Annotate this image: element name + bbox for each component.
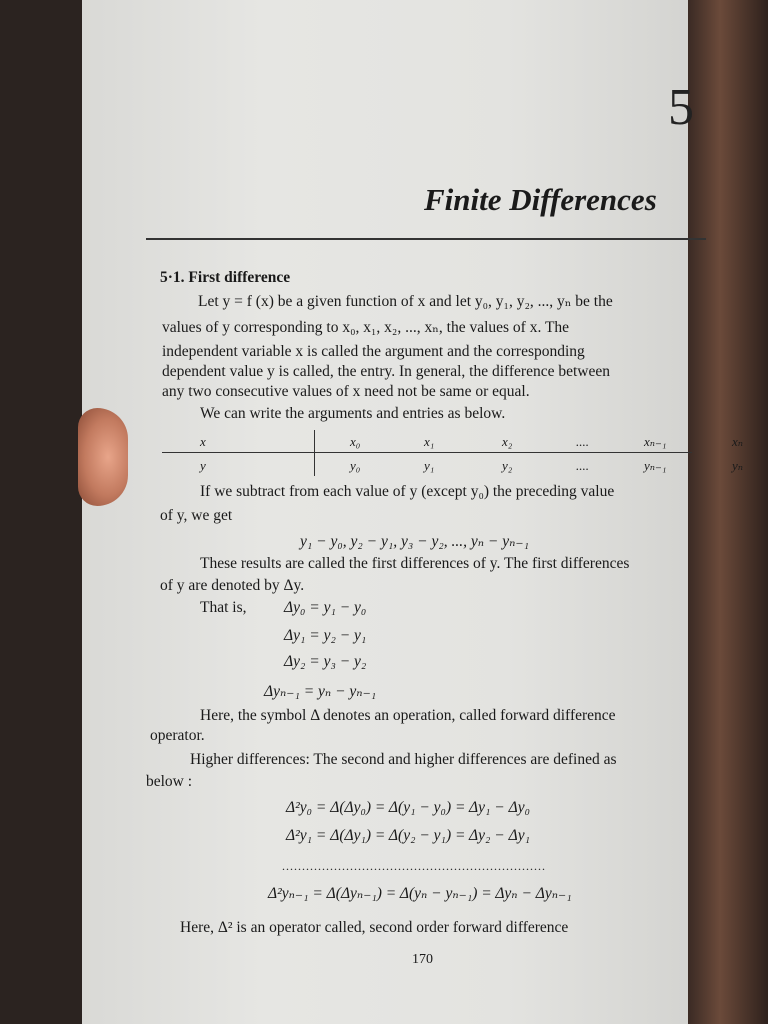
table-cell: xₙ₋₁	[644, 434, 667, 449]
table-divider	[162, 452, 692, 453]
paragraph-line: Here, Δ² is an operator called, second order forward difference	[180, 919, 569, 936]
table-cell: yₙ	[732, 458, 744, 473]
paragraph-line: Here, the symbol Δ denotes an operation, called forward difference	[200, 707, 616, 724]
book-edge	[688, 0, 768, 1024]
equation: Δyₙ₋₁ = yₙ − yₙ₋₁	[264, 683, 377, 700]
paragraph-line: If we subtract from each value of y (except y₀) the preceding value	[200, 483, 615, 500]
title-rule	[146, 238, 706, 240]
chapter-title: Finite Differences	[424, 182, 657, 217]
paragraph-line: Higher differences: The second and higher differences are defined as	[190, 751, 617, 768]
table-cell: xₙ	[732, 434, 744, 449]
table-cell: y₀	[350, 458, 361, 473]
paragraph-line: independent variable x is called the argument and the corresponding	[162, 343, 585, 360]
table-cell: x₁	[424, 434, 435, 449]
equation: Δy₀ = y₁ − y₀	[284, 599, 367, 616]
table-cell: y	[200, 458, 206, 473]
equation: Δ²y₁ = Δ(Δy₁) = Δ(y₂ − y₁) = Δy₂ − Δy₁	[286, 827, 530, 844]
paragraph-line: Let y = f (x) be a given function of x and let y₀, y₁, y₂, ..., yₙ be the	[198, 293, 613, 310]
paragraph-line: any two consecutive values of x need not be same or equal.	[162, 383, 530, 400]
equation: Δ²yₙ₋₁ = Δ(Δyₙ₋₁) = Δ(yₙ − yₙ₋₁) = Δyₙ − Δyₙ₋₁	[268, 885, 572, 902]
paragraph-line: of y, we get	[160, 507, 233, 524]
equation: Δy₂ = y₃ − y₂	[284, 653, 367, 670]
difference-sequence: y₁ − y₀, y₂ − y₁, y₃ − y₂, ..., yₙ − yₙ₋₁	[300, 533, 529, 550]
paragraph-line: We can write the arguments and entries as below.	[200, 405, 506, 422]
table-cell: yₙ₋₁	[644, 458, 667, 473]
book-page	[82, 0, 744, 1024]
paragraph-line: These results are called the first differences of y. The first differences	[200, 555, 630, 572]
section-heading: 5·1. First difference	[160, 269, 291, 286]
table-cell: y₂	[502, 458, 513, 473]
equation: Δy₁ = y₂ − y₁	[284, 627, 367, 644]
table-cell: x	[200, 434, 206, 449]
thumb	[78, 408, 128, 506]
paragraph-line: dependent value y is called, the entry. In general, the difference between	[162, 363, 611, 380]
ellipsis-row: ..................................................................	[282, 859, 546, 873]
argument-entry-table	[162, 430, 744, 476]
paragraph-line: values of y corresponding to x₀, x₁, x₂, ..., xₙ, the values of x. The	[162, 319, 570, 336]
equation: Δ²y₀ = Δ(Δy₀) = Δ(y₁ − y₀) = Δy₁ − Δy₀	[286, 799, 530, 816]
page-number: 170	[412, 952, 433, 967]
table-cell: ....	[576, 458, 589, 473]
paragraph-line: operator.	[150, 727, 205, 744]
paragraph-line: below :	[146, 773, 193, 790]
table-cell: ....	[576, 434, 589, 449]
table-cell: y₁	[424, 458, 435, 473]
table-column-divider	[314, 430, 315, 476]
chapter-number: 5	[668, 79, 694, 136]
paragraph-line: of y are denoted by Δy.	[160, 577, 305, 594]
table-cell: x₀	[350, 434, 361, 449]
table-cell: x₂	[502, 434, 513, 449]
that-is-label: That is,	[200, 599, 247, 616]
